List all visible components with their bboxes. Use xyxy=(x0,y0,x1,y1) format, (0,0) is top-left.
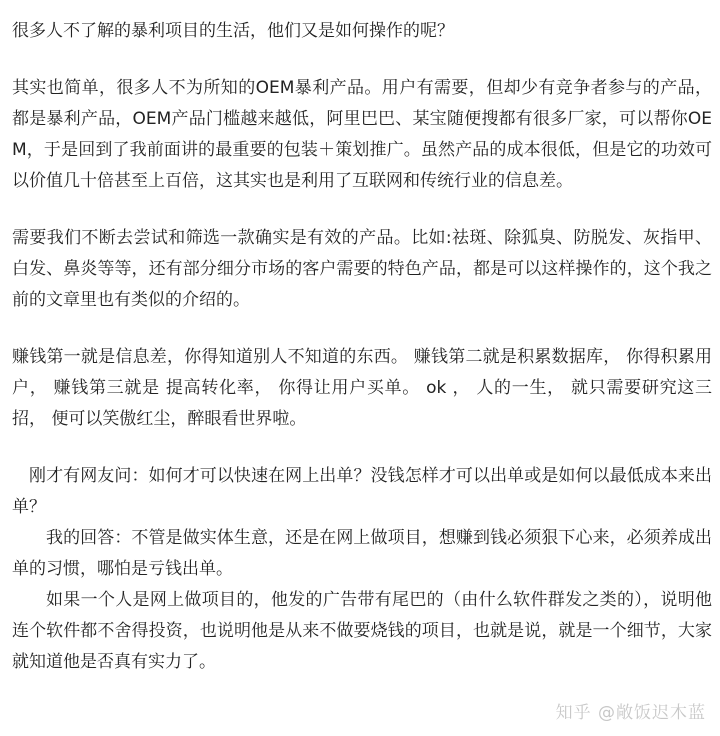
article-body xyxy=(12,16,712,678)
paragraph-gap xyxy=(12,435,712,461)
paragraph-gap xyxy=(12,47,712,73)
paragraph-gap xyxy=(12,316,712,342)
paragraph-making-money-steps: 赚钱第一就是信息差，你得知道别人不知道的东西。 赚钱第二就是积累数据库， 你得积累用户， 赚钱第三就是 提高转化率， 你得让用户买单。 ok ， 人的一生， 就只需要研究这三招， 便可以笑傲红尘，醉眼看世界啦。 xyxy=(12,347,712,429)
paragraph-netizen-question: 刚才有网友问：如何才可以快速在网上出单？没钱怎样才可以出单或是如何以最低成本来出单？ xyxy=(12,466,712,517)
paragraph-intro-question: 很多人不了解的暴利项目的生活，他们又是如何操作的呢？ xyxy=(12,21,454,41)
paragraph-ad-tail-detail: 如果一个人是网上做项目的，他发的广告带有尾巴的（由什么软件群发之类的），说明他连个软件都不舍得投资，也说明他是从来不做要烧钱的项目，也就是说，就是一个细节，大家就知道他是否真有实力了。 xyxy=(12,590,712,672)
paragraph-oem-products: 其实也简单，很多人不为所知的OEM暴利产品。用户有需要，但却少有竞争者参与的产品，都是暴利产品，OEM产品门槛越来越低，阿里巴巴、某宝随便搜都有很多厂家，可以帮你OEM，于是回到了我前面讲的最重要的包装＋策划推广。虽然产品的成本很低，但是它的功效可以价值几十倍甚至上百倍，这其实也是利用了互联网和传统行业的信息差。 xyxy=(12,78,712,191)
zhihu-watermark: 知乎 @敞饭迟木蓝 xyxy=(555,703,706,723)
paragraph-gap xyxy=(12,197,712,223)
paragraph-my-answer: 我的回答：不管是做实体生意，还是在网上做项目，想赚到钱必须狠下心来，必须养成出单的习惯，哪怕是亏钱出单。 xyxy=(12,528,712,579)
paragraph-product-selection: 需要我们不断去尝试和筛选一款确实是有效的产品。比如:祛斑、除狐臭、防脱发、灰指甲、白发、鼻炎等等，还有部分细分市场的客户需要的特色产品，都是可以这样操作的，这个我之前的文章里也有类似的介绍的。 xyxy=(12,228,712,310)
